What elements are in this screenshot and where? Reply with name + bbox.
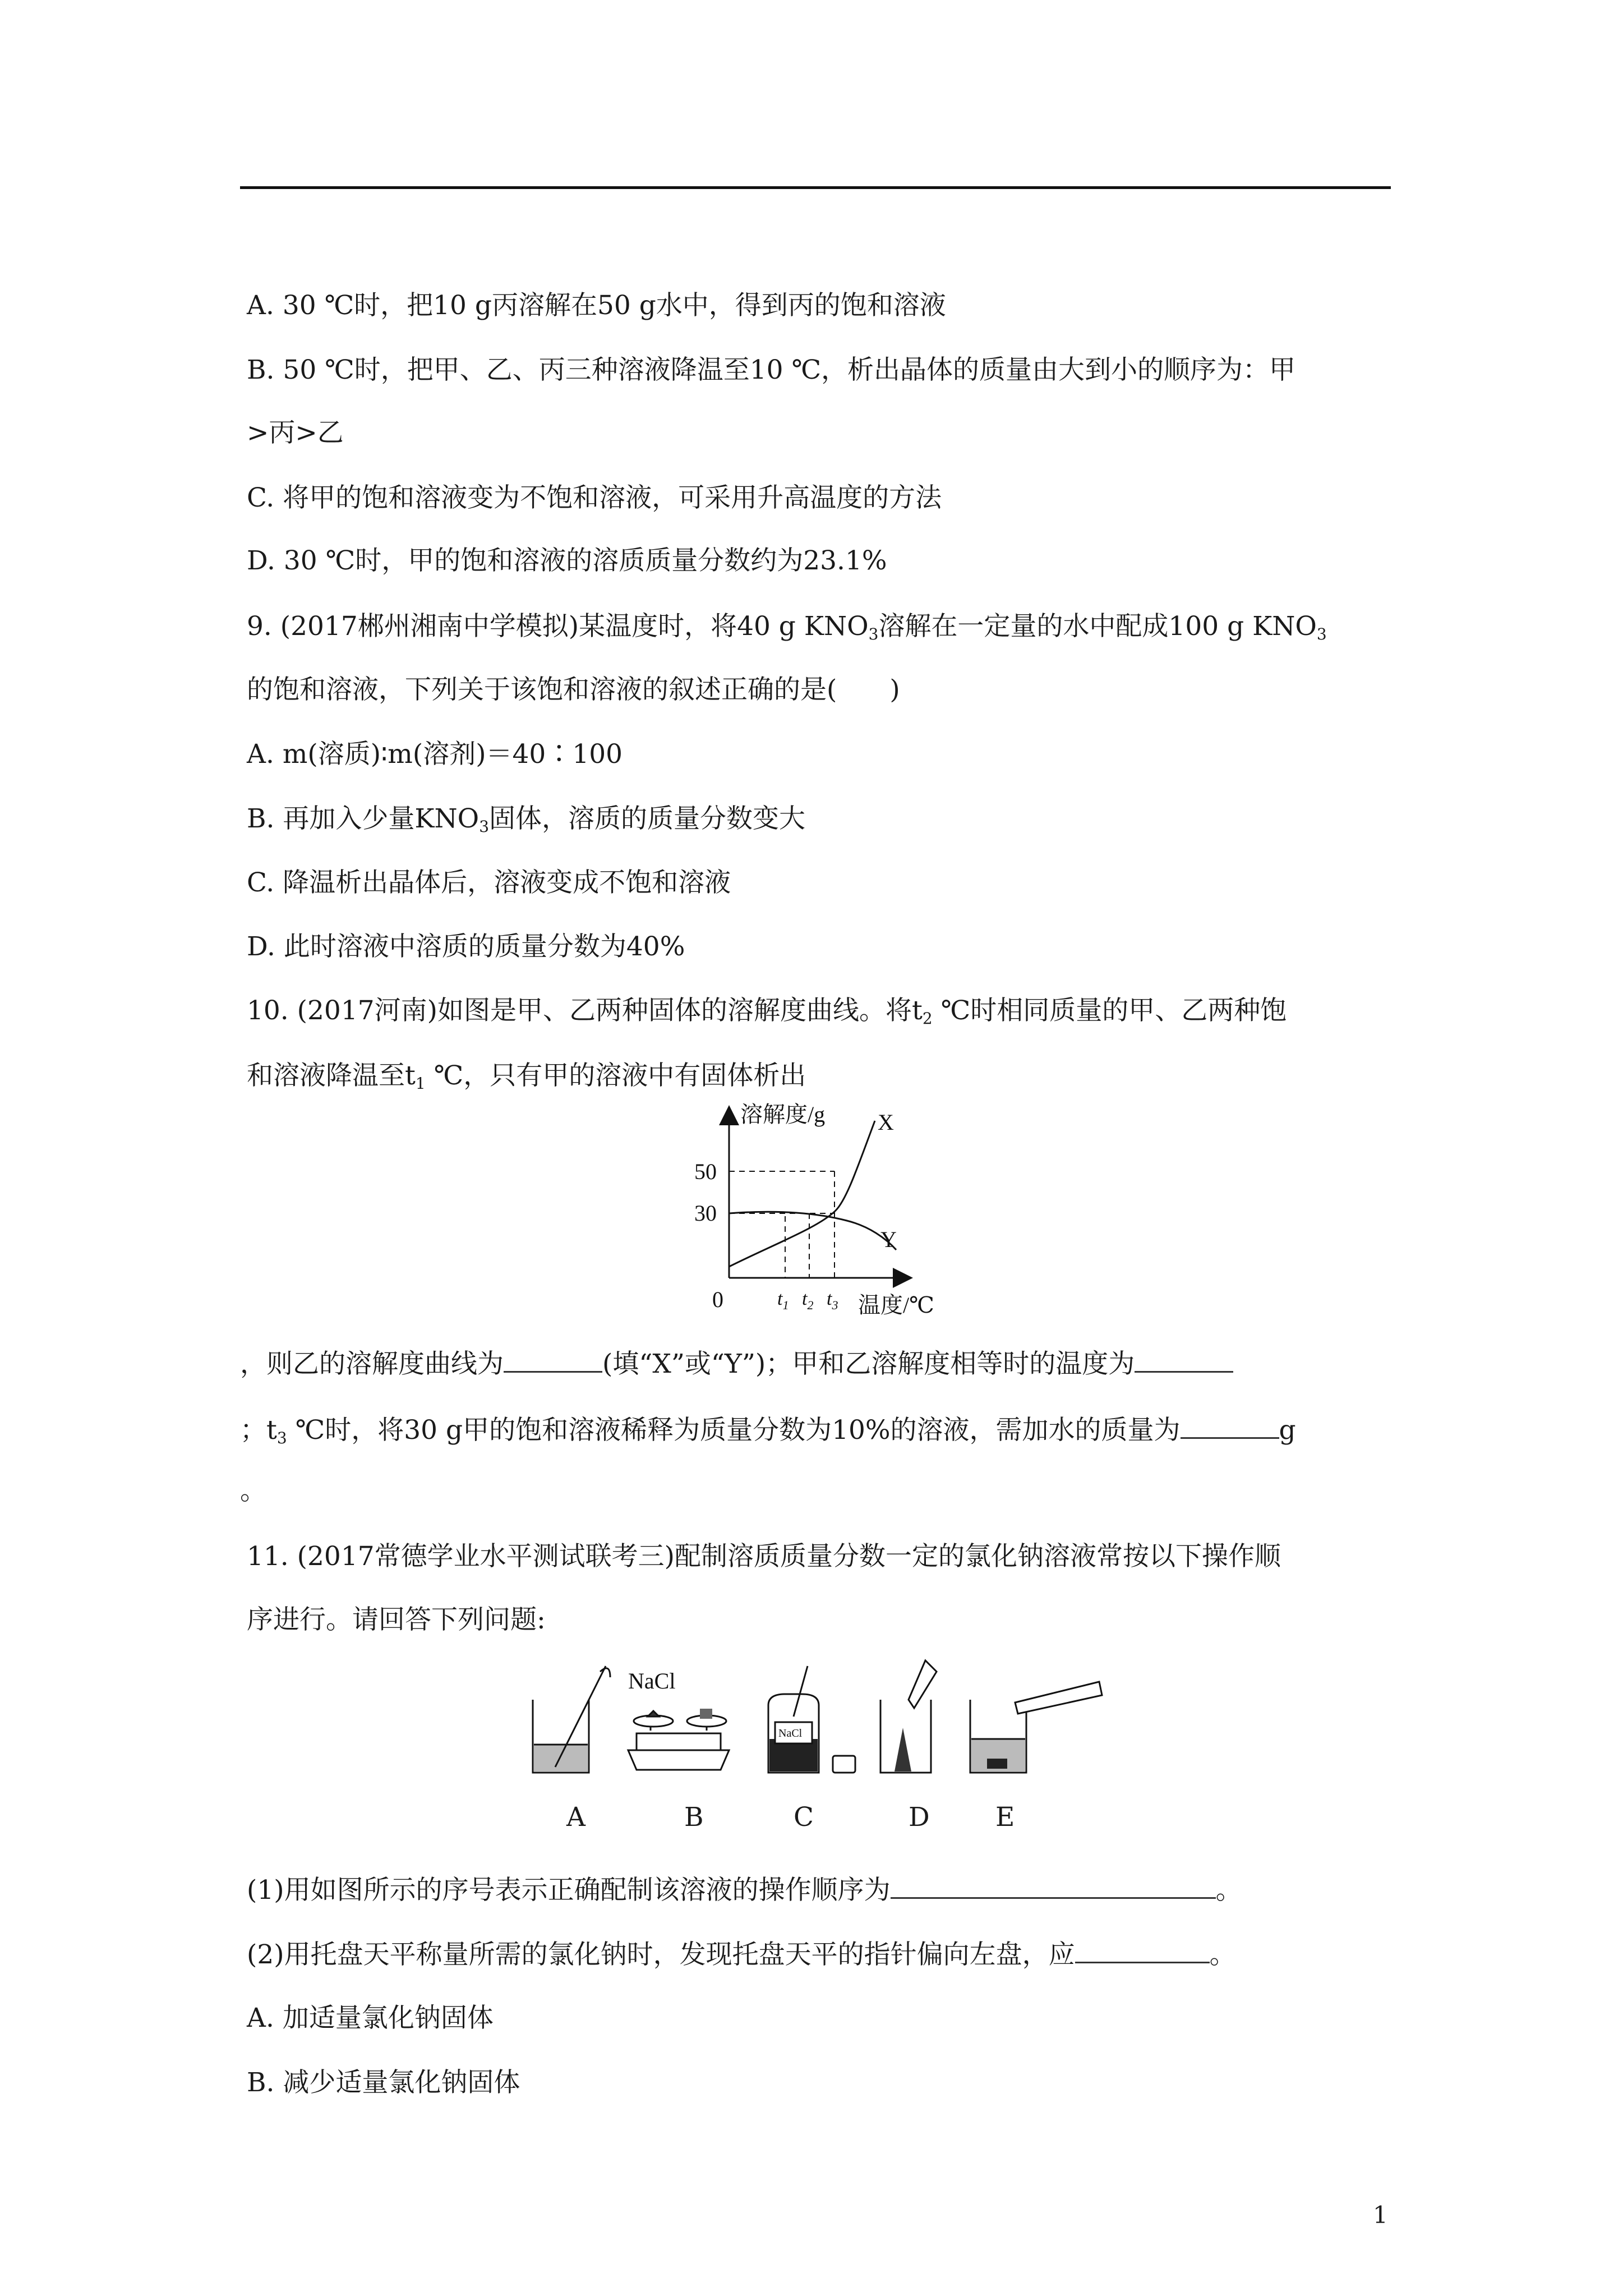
q9-option-d: D. 此时溶液中溶质的质量分数为40% [247, 931, 685, 962]
guide-lines [729, 1171, 834, 1278]
answer-blank-1[interactable] [504, 1346, 602, 1373]
figure-label-b: B [684, 1802, 704, 1833]
balance-nacl-label: NaCl [628, 1668, 676, 1694]
step-b-balance [628, 1709, 729, 1770]
curve-x [729, 1121, 875, 1267]
step-d-pouring-solid [880, 1660, 937, 1773]
step-a-beaker-stirring [533, 1666, 610, 1773]
step-c-reagent-bottle [768, 1666, 855, 1773]
q8-option-c: C. 将甲的饱和溶液变为不饱和溶液，可采用升高温度的方法 [247, 482, 942, 513]
answer-blank-2[interactable] [1135, 1346, 1233, 1373]
y-tick-50: 50 [694, 1159, 717, 1184]
t2-label: $t_2$ [802, 1289, 814, 1312]
graph-y-label: 溶解度/g [740, 1102, 826, 1127]
q11-option-a: A. 加适量氯化钠固体 [247, 2003, 494, 2033]
figure-label-c: C [794, 1802, 814, 1833]
q10-stem-line1: 10. (2017河南)如图是甲、乙两种固体的溶解度曲线。将$t_2$ ℃时相同质量的甲、乙两种饱 [247, 995, 1287, 1028]
curve-y [729, 1212, 896, 1250]
step-e-adding-water [970, 1682, 1102, 1773]
answer-blank-5[interactable] [1075, 1937, 1210, 1963]
t3-label: $t_3$ [827, 1289, 838, 1312]
q9-stem-line2: 的饱和溶液，下列关于该饱和溶液的叙述正确的是( ) [247, 674, 900, 705]
figure-label-e: E [995, 1802, 1015, 1833]
q11-part1: (1)用如图所示的序号表示正确配制该溶液的操作顺序为 。 [247, 1872, 1242, 1907]
q9-option-c: C. 降温析出晶体后，溶液变成不饱和溶液 [247, 867, 731, 898]
page-number: 1 [1373, 2201, 1388, 2229]
procedure-figure [522, 1655, 1116, 1812]
solubility-graph [667, 1098, 981, 1323]
q10-answer-line3: 。 [240, 1475, 266, 1506]
q11-stem-line1: 11. (2017常德学业水平测试联考三)配制溶质质量分数一定的氯化钠溶液常按以下操作顺 [247, 1541, 1281, 1572]
q10-answer-line1: ，则乙的溶解度曲线为 (填“X”或“Y”)；甲和乙溶解度相等时的温度为 [240, 1346, 1233, 1381]
y-tick-30: 30 [694, 1200, 717, 1226]
answer-blank-4[interactable] [891, 1872, 1216, 1899]
q9-stem-line1: 9. (2017郴州湘南中学模拟)某温度时，将40 g $KNO_3$溶解在一定量的水中配成100 g $KNO_3$ [247, 611, 1327, 643]
q8-option-d: D. 30 ℃时，甲的饱和溶液的溶质质量分数约为23.1% [247, 545, 887, 576]
q10-stem-line2: 和溶液降温至$t_1$ ℃，只有甲的溶液中有固体析出 [247, 1060, 806, 1093]
q11-part2: (2)用托盘天平称量所需的氯化钠时，发现托盘天平的指针偏向左盘，应 。 [247, 1937, 1236, 1972]
figure-label-a: A [566, 1802, 585, 1833]
q11-option-b: B. 减少适量氯化钠固体 [247, 2067, 520, 2098]
q8-option-b-line2: >丙>乙 [247, 417, 344, 448]
q8-option-a: A. 30 ℃时，把10 g丙溶解在50 g水中，得到丙的饱和溶液 [247, 290, 946, 321]
curve-x-label: X [878, 1110, 894, 1135]
origin-label: 0 [712, 1287, 723, 1312]
t1-label: $t_1$ [777, 1289, 789, 1312]
q9-option-a: A. m(溶质)∶m(溶剂)＝40∶100 [247, 739, 623, 770]
graph-x-label: 温度/℃ [858, 1292, 934, 1318]
header-rule [240, 186, 1391, 189]
bottle-nacl-label: NaCl [778, 1727, 803, 1740]
curve-y-label: Y [880, 1227, 897, 1252]
figure-label-d: D [909, 1802, 930, 1833]
q9-option-b: B. 再加入少量$KNO_3$固体，溶质的质量分数变大 [247, 803, 806, 836]
answer-blank-3[interactable] [1181, 1412, 1279, 1439]
q8-option-b-line1: B. 50 ℃时，把甲、乙、丙三种溶液降温至10 ℃，析出晶体的质量由大到小的顺序为：甲 [247, 355, 1296, 385]
q11-stem-line2: 序进行。请回答下列问题: [247, 1604, 546, 1635]
q10-answer-line2: ；$t_3$ ℃时，将30 g甲的饱和溶液稀释为质量分数为10%的溶液，需加水的质量为 g [240, 1412, 1296, 1455]
